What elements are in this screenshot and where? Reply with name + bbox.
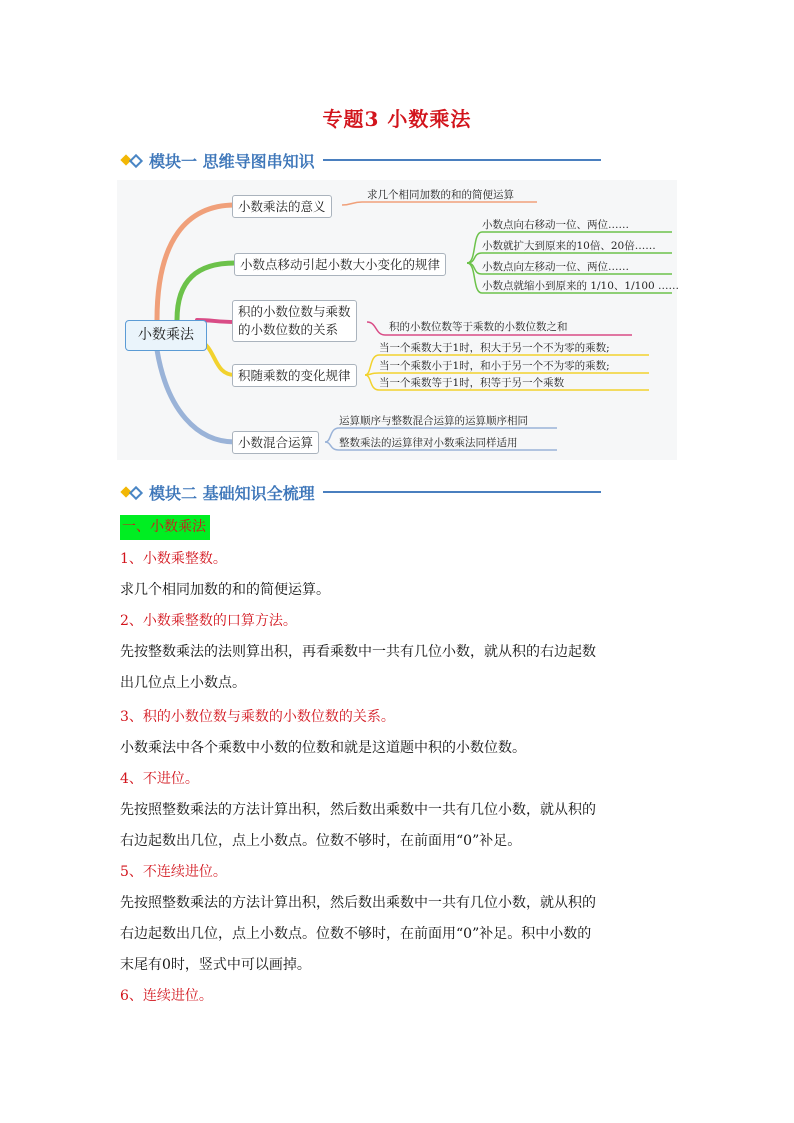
diamond-icon <box>121 482 145 502</box>
leaf-text: 当一个乘数等于1时，积等于另一个乘数 <box>379 377 565 389</box>
branch-decimal-point-rule: 小数点移动引起小数大小变化的规律 <box>234 253 446 276</box>
module-title: 模块一 思维导图串知识 <box>149 151 315 171</box>
leaf-text: 当一个乘数大于1时，积大于另一个不为零的乘数; <box>379 342 610 354</box>
page-title: 专题3 小数乘法 <box>322 107 472 131</box>
module-heading <box>121 480 601 504</box>
module-title: 模块二 基础知识全梳理 <box>149 483 315 503</box>
leaf-text: 当一个乘数小于1时，和小于另一个不为零的乘数; <box>379 360 610 372</box>
leaf-text: 小数点向右移动一位、两位…… <box>482 219 629 231</box>
item-body: 先按整数乘法的法则算出积，再看乘数中一共有几位小数，就从积的右边起数 <box>120 644 596 660</box>
item-body: 出几位点上小数点。 <box>120 675 246 691</box>
leaf-text: 整数乘法的运算律对小数乘法同样适用 <box>339 437 518 449</box>
item-heading: 1、小数乘整数。 <box>120 551 227 567</box>
branch-product-change: 积随乘数的变化规律 <box>232 364 357 387</box>
item-heading: 6、连续进位。 <box>120 988 213 1004</box>
item-body: 先按照整数乘法的方法计算出积，然后数出乘数中一共有几位小数，就从积的 <box>120 802 596 818</box>
leaf-text: 积的小数位数等于乘数的小数位数之和 <box>389 321 568 333</box>
item-heading: 3、积的小数位数与乘数的小数位数的关系。 <box>120 709 395 725</box>
item-body: 右边起数出几位，点上小数点。位数不够时，在前面用“0”补足。 <box>120 833 522 849</box>
branch-mixed-operations: 小数混合运算 <box>232 431 319 454</box>
item-body: 小数乘法中各个乘数中小数的位数和就是这道题中积的小数位数。 <box>120 740 526 756</box>
item-body: 右边起数出几位，点上小数点。位数不够时，在前面用“0”补足。积中小数的 <box>120 926 592 942</box>
item-heading: 5、不连续进位。 <box>120 864 227 880</box>
item-body: 先按照整数乘法的方法计算出积，然后数出乘数中一共有几位小数，就从积的 <box>120 895 596 911</box>
leaf-text: 运算顺序与整数混合运算的运算顺序相同 <box>339 415 528 427</box>
mind-map-root: 小数乘法 <box>125 320 207 351</box>
leaf-text: 小数点向左移动一位、两位…… <box>482 261 629 273</box>
item-body: 末尾有0时，竖式中可以画掉。 <box>120 957 311 973</box>
branch-meaning: 小数乘法的意义 <box>232 195 332 218</box>
leaf-text: 小数就扩大到原来的10倍、20倍…… <box>482 240 656 252</box>
leaf-text: 小数点就缩小到原来的 1/10、1/100 …… <box>482 280 680 292</box>
leaf-text: 求几个相同加数的和的简便运算 <box>367 189 514 201</box>
branch-decimal-places: 积的小数位数与乘数 的小数位数的关系 <box>232 300 357 342</box>
module-heading <box>121 148 601 172</box>
divider <box>323 491 601 493</box>
item-heading: 2、小数乘整数的口算方法。 <box>120 613 297 629</box>
mind-map <box>117 180 680 460</box>
item-heading: 4、不进位。 <box>120 771 199 787</box>
divider <box>323 159 601 161</box>
diamond-icon <box>121 150 145 170</box>
item-body: 求几个相同加数的和的简便运算。 <box>120 582 330 598</box>
section-title: 一、小数乘法 <box>120 515 210 540</box>
